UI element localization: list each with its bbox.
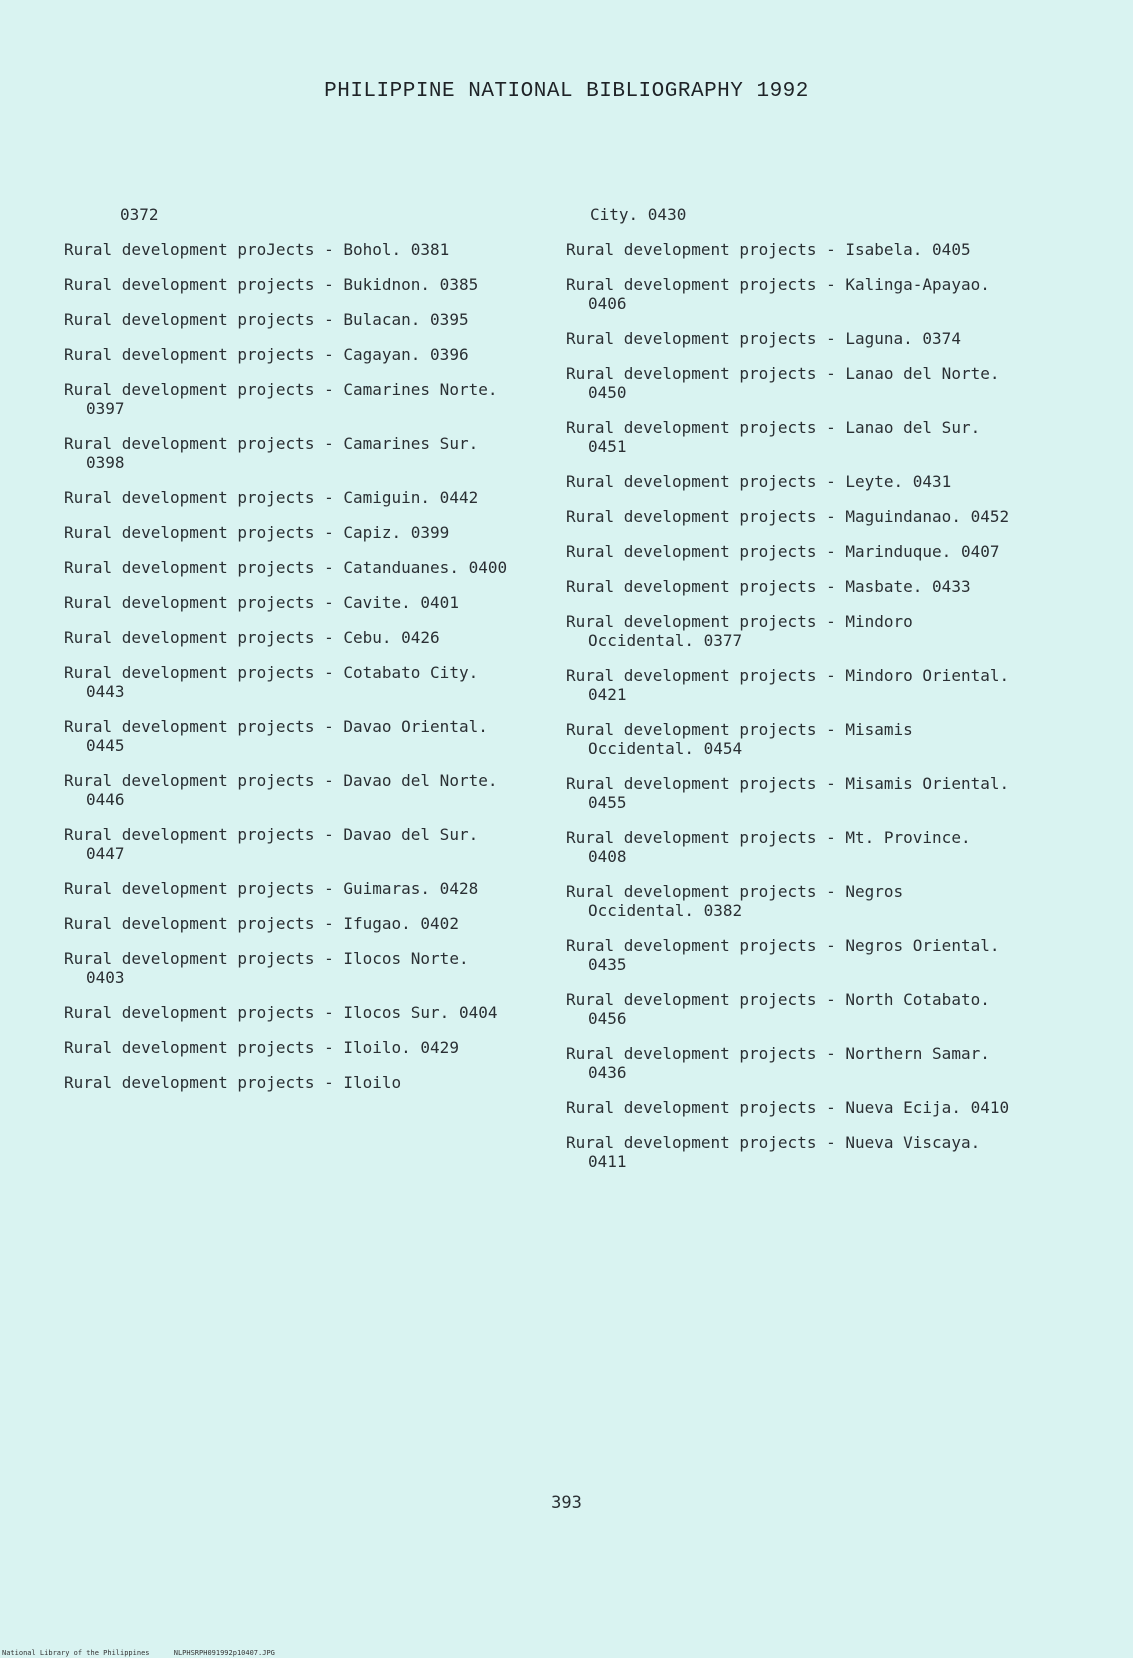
bibliography-entry: Rural development projects - Ilocos Sur. 0404 [64, 1003, 498, 1022]
bibliography-entry: Rural development projects - Mindoro Oriental. 0421 [566, 666, 1010, 704]
bibliography-entry: Rural development projects - Lanao del Norte. 0450 [566, 364, 1000, 402]
bibliography-entry: Rural development projects - Cagayan. 0396 [64, 345, 469, 364]
bibliography-entry: Rural development projects - Cotabato City. 0443 [64, 663, 479, 701]
bibliography-entry: Rural development projects - Ilocos Norte. 0403 [64, 949, 469, 987]
bibliography-entry: Rural development projects - Maguindanao. 0452 [566, 507, 1010, 526]
bibliography-entry: Rural development projects - Isabela. 0405 [566, 240, 971, 259]
bibliography-entry: Rural development projects - North Cotabato. 0456 [566, 990, 990, 1028]
right-column [566, 205, 1016, 1187]
bibliography-entry: Rural development projects - Cavite. 0401 [64, 593, 459, 612]
bibliography-entry: Rural development projects - Ifugao. 0402 [64, 914, 459, 933]
left-column [64, 205, 514, 1108]
bibliography-entry: Rural development projects - Catanduanes. 0400 [64, 558, 508, 577]
bibliography-entry: Rural development projects - Northern Samar. 0436 [566, 1044, 990, 1082]
footer-library: National Library of the Philippines [2, 1649, 150, 1657]
bibliography-entry: Rural development projects - Camiguin. 0442 [64, 488, 479, 507]
bibliography-entry: Rural development projects - Davao Oriental. 0445 [64, 717, 488, 755]
bibliography-entry: Rural development projects - Cebu. 0426 [64, 628, 440, 647]
bibliography-entry: Rural development projects - Nueva Ecija. 0410 [566, 1098, 1010, 1117]
bibliography-entry: Rural development projects - Bulacan. 0395 [64, 310, 469, 329]
continuation-line: 0372 [120, 205, 159, 224]
bibliography-entry: Rural development projects - Davao del Sur. 0447 [64, 825, 479, 863]
bibliography-entry: Rural development projects - Leyte. 0431 [566, 472, 952, 491]
bibliography-entry: Rural development proJects - Bohol. 0381 [64, 240, 450, 259]
bibliography-entry: Rural development projects - Mindoro Occidental. 0377 [566, 612, 913, 650]
bibliography-entry: Rural development projects - Nueva Viscaya. 0411 [566, 1133, 981, 1171]
scan-footer [0, 1649, 297, 1658]
bibliography-entry: Rural development projects - Misamis Oriental. 0455 [566, 774, 1010, 812]
bibliography-entry: Rural development projects - Camarines Sur. 0398 [64, 434, 479, 472]
bibliography-entry: Rural development projects - Mt. Province. 0408 [566, 828, 971, 866]
bibliography-entry: Rural development projects - Negros Occidental. 0382 [566, 882, 904, 920]
bibliography-entry: Rural development projects - Capiz. 0399 [64, 523, 450, 542]
bibliography-entry: Rural development projects - Lanao del Sur. 0451 [566, 418, 981, 456]
bibliography-entry: Rural development projects - Negros Oriental. 0435 [566, 936, 1000, 974]
page-number: 393 [551, 1493, 582, 1513]
bibliography-entry: Rural development projects - Camarines Norte. 0397 [64, 380, 498, 418]
bibliography-entry: Rural development projects - Kalinga-Apayao. 0406 [566, 275, 990, 313]
page-title: PHILIPPINE NATIONAL BIBLIOGRAPHY 1992 [324, 80, 809, 103]
bibliography-entry: Rural development projects - Iloilo. 0429 [64, 1038, 459, 1057]
bibliography-entry: Rural development projects - Masbate. 0433 [566, 577, 971, 596]
bibliography-entry: Rural development projects - Iloilo [64, 1073, 402, 1092]
bibliography-entry: Rural development projects - Misamis Occidental. 0454 [566, 720, 913, 758]
bibliography-entry: Rural development projects - Guimaras. 0428 [64, 879, 479, 898]
bibliography-entry: Rural development projects - Laguna. 0374 [566, 329, 961, 348]
bibliography-entry: Rural development projects - Davao del Norte. 0446 [64, 771, 498, 809]
bibliography-entry: Rural development projects - Bukidnon. 0385 [64, 275, 479, 294]
continuation-line: City. 0430 [590, 205, 687, 224]
bibliography-entry: Rural development projects - Marinduque. 0407 [566, 542, 1000, 561]
footer-file: NLPHSRPH091992p10407.JPG [173, 1649, 275, 1657]
